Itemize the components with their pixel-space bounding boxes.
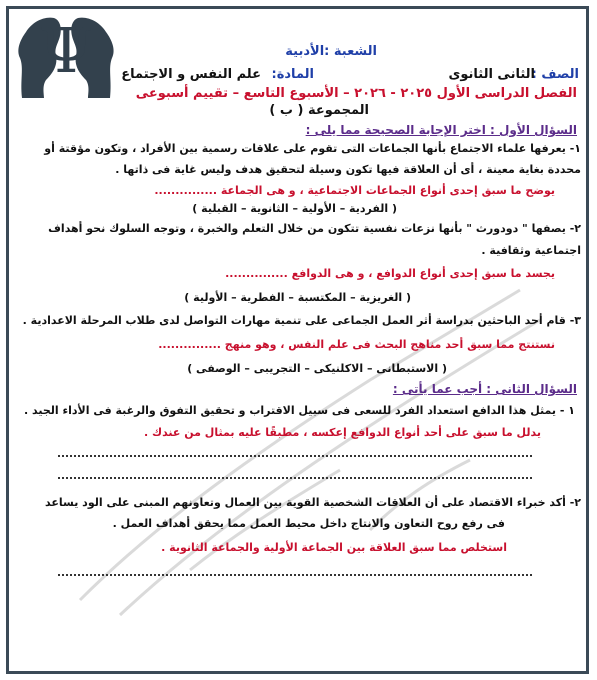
subject-label: المادة: xyxy=(271,67,314,82)
q1-item1-line1: ١- يعرفها علماء الاجتماع بأنها الجماعات التى تقوم على علاقات رسمية بين الأفراد ، وتكون مؤقتة أو xyxy=(44,142,581,155)
q1-item2-line1: ٢- يصفها " دودورث " بأنها نزعات نفسية تتكون من خلال التعلم والخبرة ، وتوجه السلوك نحو أهداف xyxy=(48,222,581,235)
q2-item1-line1: ١ - يمثل هذا الدافع استعداد الفرد للسعى فى سبيل الاقتراب و تحقيق التفوق والرغبة فى الأداء الجيد . xyxy=(23,404,575,417)
q2-item2-line2: فى رفع روح التعاون والانتاج داخل محيط العمل مما يحقق أهداف العمل . xyxy=(112,517,505,530)
subject-value: علم النفس و الاجتماع xyxy=(121,67,261,82)
grade-label: الصف : xyxy=(531,67,579,82)
q1-item1-task: يوضح ما سبق إحدى أنواع الجماعات الاجتماعية ، و هى الجماعة ............... xyxy=(154,184,555,197)
q2-item2-line1: ٢- أكد خبراء الاقتصاد على أن العلاقات الشخصية القوية بين العمال وتعاونهم المبنى على الود يساعد xyxy=(45,496,581,509)
term-line: الفصل الدراسى الأول ٢٠٢٥ - ٢٠٢٦ – الأسبوع التاسع – تقييم أسبوعى xyxy=(135,86,577,101)
grade-value: الثانى الثانوى xyxy=(448,67,535,82)
answer-line[interactable] xyxy=(58,574,532,576)
q1-item3-task: نستنتج مما سبق أحد مناهج البحث فى علم النفس ، وهو منهج ............... xyxy=(158,338,555,351)
answer-line[interactable] xyxy=(58,455,532,457)
q1-item2-options: ( الغريزية – المكتسبة – الفطرية – الأولية ) xyxy=(184,291,411,304)
q1-title: السؤال الأول : اختر الإجابة الصحيحة مما يلى : xyxy=(305,123,577,137)
group-title: المجموعة ( ب ) xyxy=(269,103,369,118)
svg-text:Ψ: Ψ xyxy=(38,14,94,87)
q2-title: السؤال الثانى : أجب عما يأتى : xyxy=(392,382,577,396)
answer-line[interactable] xyxy=(58,477,532,479)
branch-title: الشعبة :الأدبية xyxy=(285,44,377,59)
q2-item2-task: استخلص مما سبق العلاقة بين الجماعة الأولية والجماعة الثانوية . xyxy=(161,541,507,554)
q1-item1-line2: محددة بغاية معينة ، أى أن العلاقة فيها تكون وسيلة لتحقيق هدف وليس غاية فى ذاتها . xyxy=(115,163,581,176)
q1-item1-options: ( الفردية – الأولية – الثانوية – القبلية ) xyxy=(192,202,397,215)
q1-item3-line1: ٣- قام أحد الباحثين بدراسة أثر العمل الجماعى على تنمية مهارات التواصل لدى طلاب المرحلة الاعدادية . xyxy=(22,314,581,327)
q1-item2-line2: اجتماعية وثقافية . xyxy=(481,244,581,257)
psi-head-logo-icon xyxy=(14,10,118,102)
q2-item1-task: يدلل ما سبق على أحد أنواع الدوافع إعكسه ، مطبقًا عليه بمثال من عندك . xyxy=(143,426,541,439)
q1-item3-options: ( الاستبطانى – الاكلنيكى – التجريبى – الوصفى ) xyxy=(187,362,447,375)
q1-item2-task: يجسد ما سبق إحدى أنواع الدوافع ، و هى الدوافع ............... xyxy=(225,267,555,280)
